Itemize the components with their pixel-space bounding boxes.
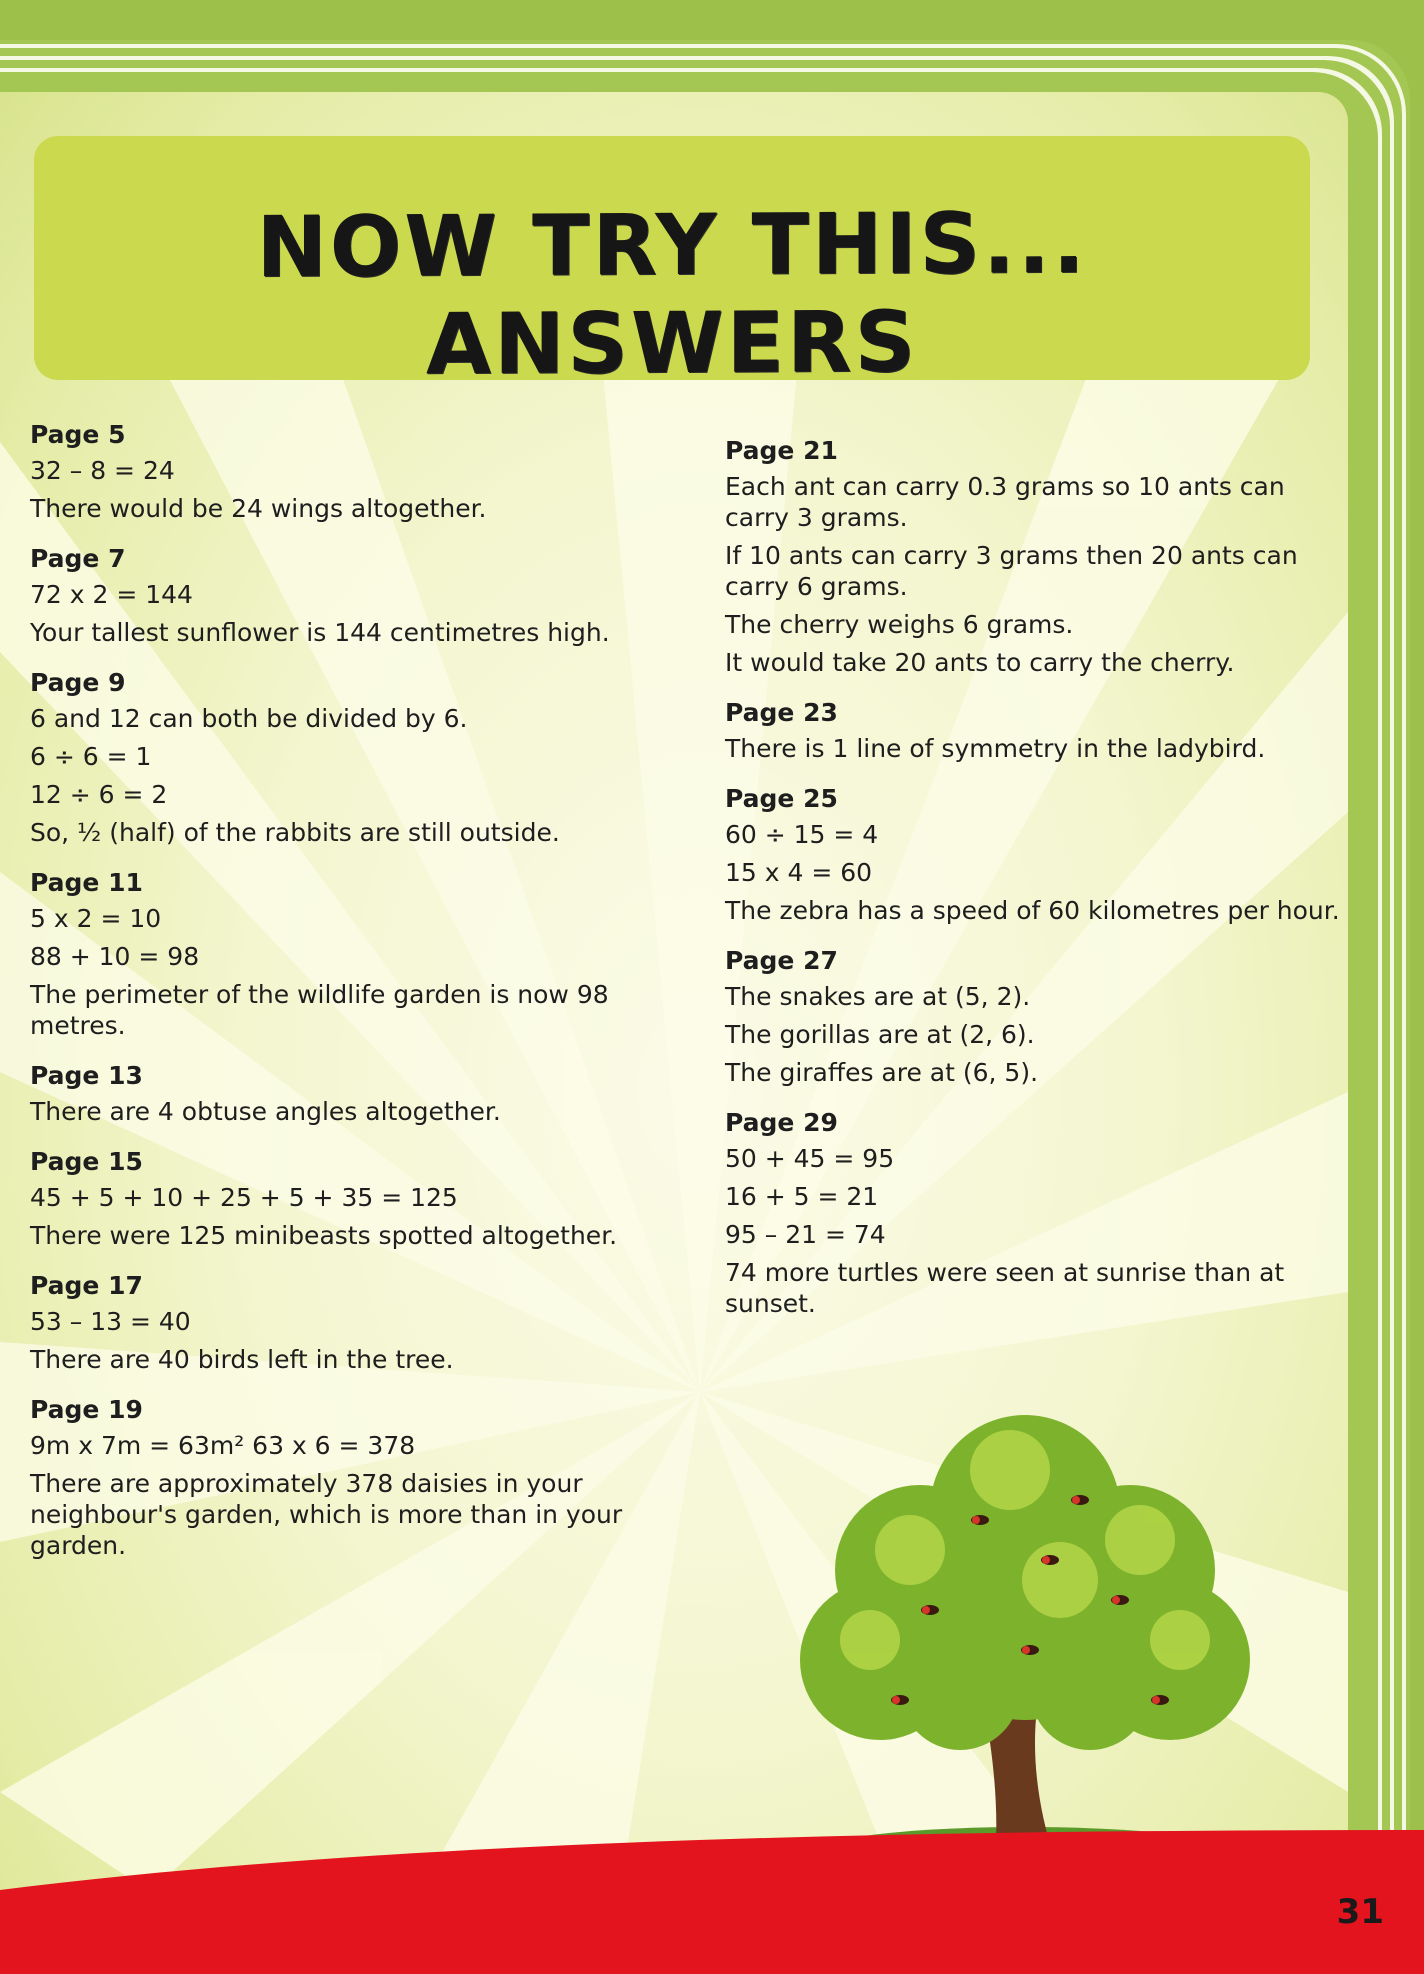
- answer-block: [30, 1147, 670, 1251]
- answer-block: [30, 1061, 670, 1127]
- answer-block: [725, 1108, 1345, 1319]
- answer-line: 88 + 10 = 98: [30, 942, 200, 971]
- answer-line: There are approximately 378 daisies in your neighbour's garden, which is more than in your garden.: [30, 1469, 623, 1560]
- answer-heading: Page 21: [725, 436, 838, 465]
- answer-heading: Page 25: [725, 784, 838, 813]
- answer-line: 15 x 4 = 60: [725, 858, 873, 887]
- answer-line: 5 x 2 = 10: [30, 904, 162, 933]
- answer-heading: Page 11: [30, 868, 143, 897]
- answer-line: Your tallest sunflower is 144 centimetres high.: [30, 618, 610, 647]
- answer-line: 60 ÷ 15 = 4: [725, 820, 879, 849]
- answer-line: Each ant can carry 0.3 grams so 10 ants can carry 3 grams.: [725, 472, 1285, 532]
- answer-line: 72 x 2 = 144: [30, 580, 193, 609]
- answer-line: There would be 24 wings altogether.: [30, 494, 487, 523]
- answer-line: The giraffes are at (6, 5).: [725, 1058, 1039, 1087]
- answer-block: [30, 1395, 670, 1561]
- answer-line: 12 ÷ 6 = 2: [30, 780, 168, 809]
- answer-block: [30, 1271, 670, 1375]
- answer-line: 74 more turtles were seen at sunrise than at sunset.: [725, 1258, 1285, 1318]
- answer-line: The perimeter of the wildlife garden is now 98 metres.: [30, 980, 609, 1040]
- page-title: NOW TRY THIS... ANSWERS: [256, 193, 1088, 394]
- answer-heading: Page 23: [725, 698, 838, 727]
- answer-block: [30, 420, 670, 524]
- answer-line: 53 – 13 = 40: [30, 1307, 191, 1336]
- answer-line: If 10 ants can carry 3 grams then 20 ants can carry 6 grams.: [725, 541, 1298, 601]
- answer-line: There were 125 minibeasts spotted altogether.: [30, 1221, 618, 1250]
- answer-line: There is 1 line of symmetry in the ladybird.: [725, 734, 1266, 763]
- answer-heading: Page 7: [30, 544, 126, 573]
- answer-heading: Page 27: [725, 946, 838, 975]
- answer-heading: Page 13: [30, 1061, 143, 1090]
- answer-line: 50 + 45 = 95: [725, 1144, 895, 1173]
- answer-block: [725, 436, 1345, 678]
- answer-block: [30, 868, 670, 1041]
- title-banner: [34, 136, 1310, 394]
- answer-line: 95 – 21 = 74: [725, 1220, 886, 1249]
- tree-illustration: [780, 1400, 1270, 1870]
- answer-line: It would take 20 ants to carry the cherry.: [725, 648, 1235, 677]
- answer-heading: Page 9: [30, 668, 126, 697]
- answer-line: The cherry weighs 6 grams.: [725, 610, 1074, 639]
- red-ground-strip: [0, 1830, 1424, 1974]
- answer-block: [725, 698, 1345, 764]
- answer-heading: Page 19: [30, 1395, 143, 1424]
- answer-heading: Page 5: [30, 420, 126, 449]
- answer-line: There are 4 obtuse angles altogether.: [30, 1097, 501, 1126]
- answer-line: 6 ÷ 6 = 1: [30, 742, 152, 771]
- answer-line: The snakes are at (5, 2).: [725, 982, 1031, 1011]
- answer-block: [30, 668, 670, 848]
- answer-block: [30, 544, 670, 648]
- answer-line: There are 40 birds left in the tree.: [30, 1345, 454, 1374]
- page-number: 31: [1336, 1892, 1384, 1932]
- answer-line: 16 + 5 = 21: [725, 1182, 879, 1211]
- answer-block: [725, 784, 1345, 926]
- answer-line: The zebra has a speed of 60 kilometres per hour.: [725, 896, 1340, 925]
- answer-heading: Page 17: [30, 1271, 143, 1300]
- answer-line: 32 – 8 = 24: [30, 456, 175, 485]
- answer-line: 45 + 5 + 10 + 25 + 5 + 35 = 125: [30, 1183, 458, 1212]
- answer-line: The gorillas are at (2, 6).: [725, 1020, 1035, 1049]
- left-answer-column: [30, 420, 670, 1581]
- answer-line: So, ½ (half) of the rabbits are still outside.: [30, 818, 560, 847]
- right-answer-column: [725, 436, 1345, 1339]
- answer-block: [725, 946, 1345, 1088]
- answer-line: 6 and 12 can both be divided by 6.: [30, 704, 468, 733]
- answer-heading: Page 15: [30, 1147, 143, 1176]
- answer-heading: Page 29: [725, 1108, 838, 1137]
- answer-line: 9m x 7m = 63m² 63 x 6 = 378: [30, 1431, 416, 1460]
